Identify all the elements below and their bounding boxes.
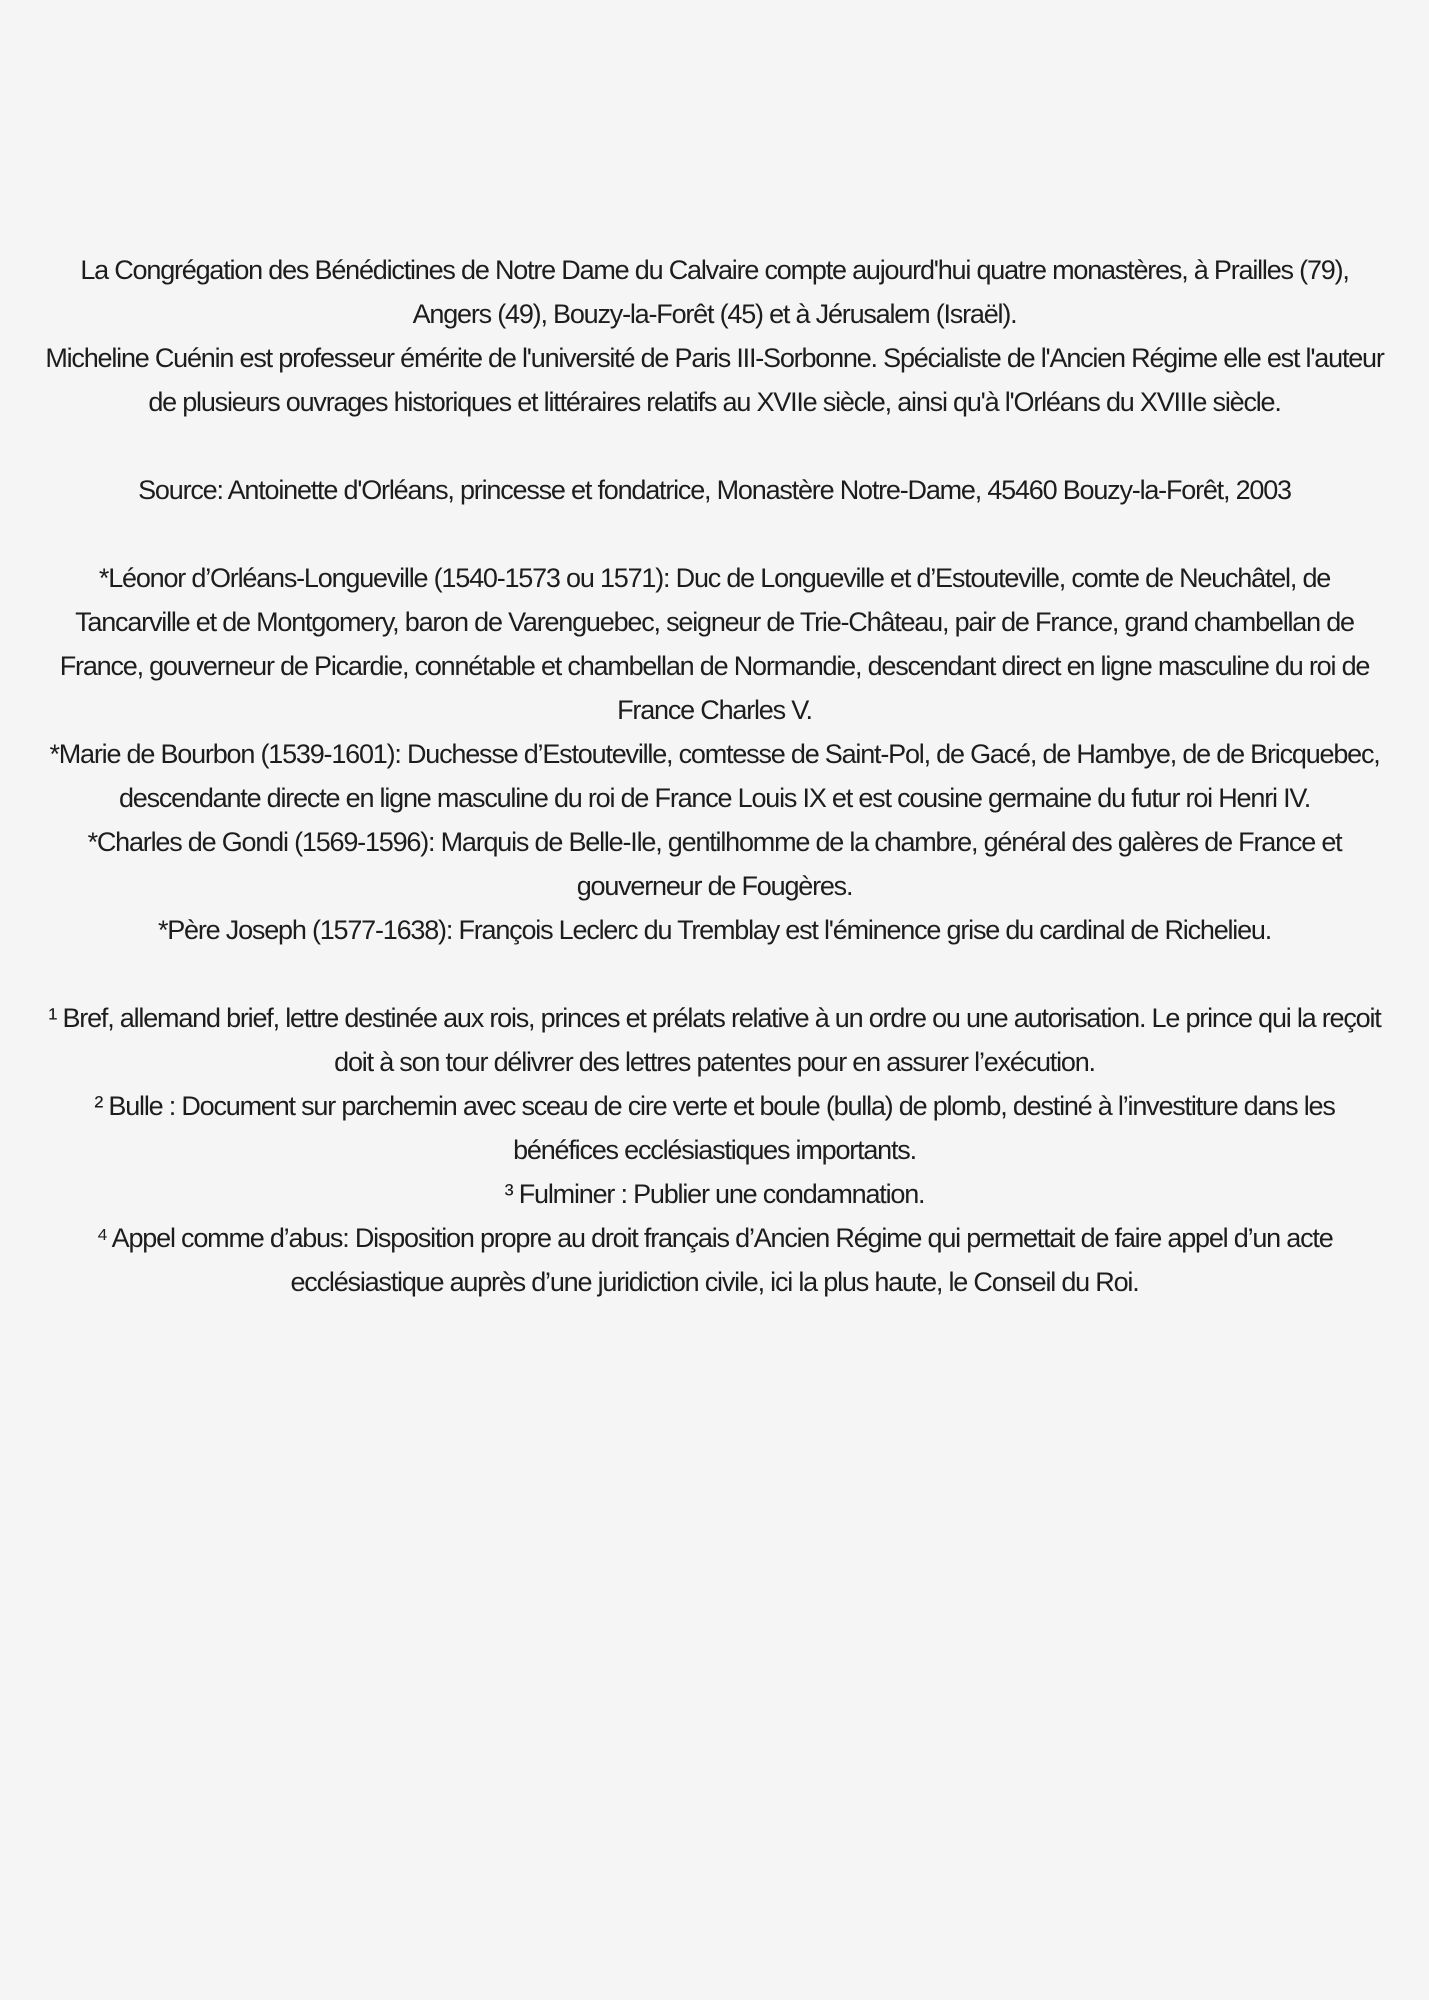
person-entry-charles: *Charles de Gondi (1569-1596): Marquis de Belle-Ile, gentilhomme de la chambre, général des galères de France et gouverneur de Fougères.: [87, 827, 1342, 901]
person-entry-joseph: *Père Joseph (1577-1638): François Leclerc du Tremblay est l'éminence grise du cardinal de Richelieu.: [157, 915, 1272, 945]
paragraph-gap: [40, 424, 1389, 468]
footnote-2: ² Bulle : Document sur parchemin avec sceau de cire verte et boule (bulla) de plomb, destiné à l’investiture dans les bénéfices ecclésiastiques importants.: [94, 1091, 1335, 1165]
intro-congregation-paragraph: La Congrégation des Bénédictines de Notre Dame du Calvaire compte aujourd'hui quatre monastères, à Prailles (79), Angers (49), Bouzy-la-Forêt (45) et à Jérusalem (Israël).: [80, 255, 1349, 329]
person-entry-marie: *Marie de Bourbon (1539-1601): Duchesse d’Estouteville, comtesse de Saint-Pol, de Gacé, de Hambye, de de Bricquebec, descendante directe en ligne masculine du roi de France Louis IX et est cousine germaine du futur roi Henri IV.: [49, 739, 1380, 813]
person-entry-leonor: *Léonor d’Orléans-Longueville (1540-1573 ou 1571): Duc de Longueville et d’Estouteville, comte de Neuchâtel, de Tancarville et de Montgomery, baron de Varenguebec, seigneur de Trie-Château, pair de France, grand chambellan de France, gouverneur de Picardie, connétable et chambellan de Normandie, descendant direct en ligne masculine du roi de France Charles V.: [59, 563, 1370, 725]
source-line: Source: Antoinette d'Orléans, princesse et fondatrice, Monastère Notre-Dame, 45460 Bouzy-la-Forêt, 2003: [138, 475, 1291, 505]
footnote-4: ⁴ Appel comme d’abus: Disposition propre au droit français d’Ancien Régime qui permettait de faire appel d’un acte ecclésiastique auprès d’une juridiction civile, ici la plus haute, le Conseil du Roi.: [96, 1223, 1333, 1297]
paragraph-gap: [40, 952, 1389, 996]
document-body: [40, 248, 1389, 1304]
intro-author-paragraph: Micheline Cuénin est professeur émérite de l'université de Paris III-Sorbonne. Spécialiste de l'Ancien Régime elle est l'auteur de plusieurs ouvrages historiques et littéraires relatifs au XVIIe siècle, ainsi qu'à l'Orléans du XVIIIe siècle.: [45, 343, 1384, 417]
footnote-1: ¹ Bref, allemand brief, lettre destinée aux rois, princes et prélats relative à un ordre ou une autorisation. Le prince qui la reçoit doit à son tour délivrer des lettres patentes pour en assurer l’exécution.: [48, 1003, 1381, 1077]
footnote-3: ³ Fulminer : Publier une condamnation.: [504, 1179, 925, 1209]
paragraph-gap: [40, 512, 1389, 556]
